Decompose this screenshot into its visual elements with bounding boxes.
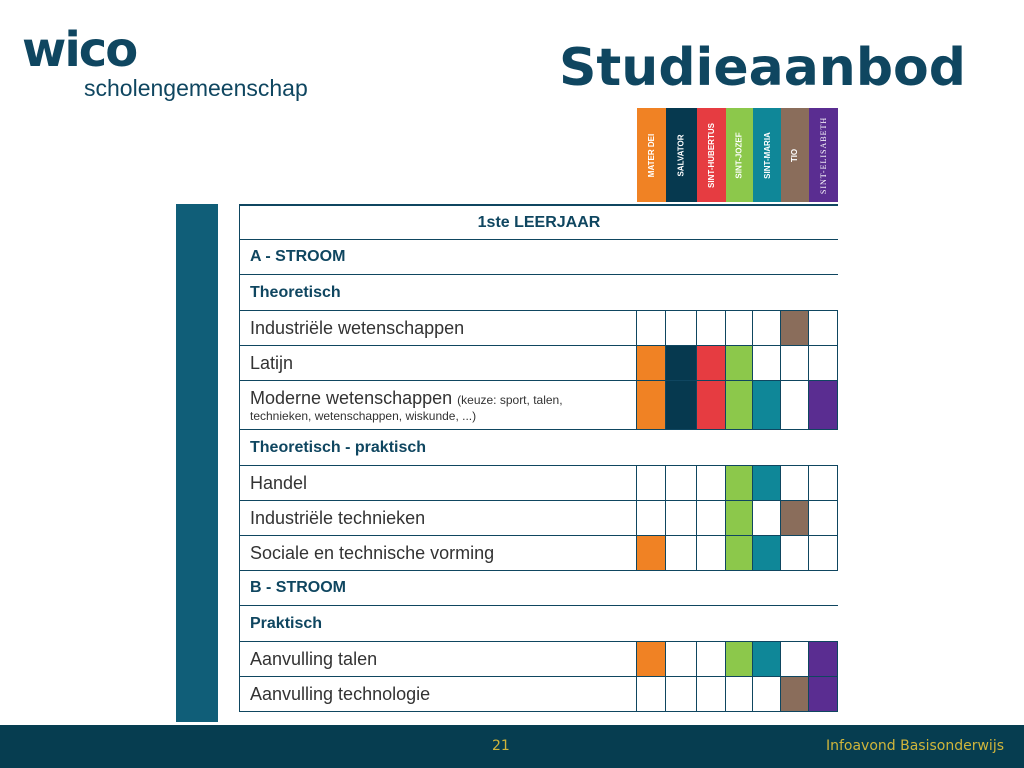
empty-cell	[697, 501, 726, 535]
offered-cell	[697, 346, 726, 380]
empty-cell	[753, 677, 781, 711]
empty-cell	[666, 536, 697, 570]
offered-cell	[666, 381, 697, 429]
school-column-3	[726, 108, 753, 202]
row-label	[240, 381, 637, 429]
empty-cell	[666, 466, 697, 500]
row-label	[240, 346, 637, 380]
empty-cell	[809, 466, 838, 500]
table-row	[240, 642, 838, 677]
school-column-6	[809, 108, 838, 202]
offered-cell	[753, 381, 781, 429]
row-label	[240, 466, 637, 500]
group-title: Theoretisch	[240, 275, 838, 311]
group-title: Praktisch	[240, 606, 838, 642]
program-note-extra: technieken, wetenschappen, wiskunde, ...)	[250, 408, 477, 423]
program-name: Latijn	[250, 353, 294, 373]
footer-bar	[0, 725, 1024, 768]
empty-cell	[781, 466, 809, 500]
empty-cell	[697, 466, 726, 500]
offered-cell	[781, 311, 809, 345]
table-row	[240, 346, 838, 381]
offered-cell	[697, 381, 726, 429]
program-name: Aanvulling talen	[250, 649, 378, 669]
program-name: Handel	[250, 473, 308, 493]
row-label	[240, 501, 637, 535]
program-name: Industriële technieken	[250, 508, 426, 528]
offered-cell	[726, 536, 753, 570]
logo-subtitle: scholengemeenschap	[84, 75, 308, 101]
offered-cell	[809, 642, 838, 676]
empty-cell	[781, 381, 809, 429]
offered-cell	[753, 466, 781, 500]
school-column-4	[753, 108, 781, 202]
school-label: TIO	[790, 148, 800, 162]
school-label: SINT-HUBERTUS	[707, 122, 717, 188]
empty-cell	[726, 677, 753, 711]
empty-cell	[637, 466, 666, 500]
empty-cell	[809, 536, 838, 570]
table-header: 1ste LEERJAAR	[240, 206, 838, 240]
program-name: Sociale en technische vorming	[250, 543, 495, 563]
decorative-side-bar	[176, 204, 218, 722]
offered-cell	[809, 381, 838, 429]
offered-cell	[781, 677, 809, 711]
logo-wordmark: wico	[22, 22, 137, 78]
table-row	[240, 381, 838, 430]
empty-cell	[666, 677, 697, 711]
wico-logo	[22, 22, 308, 102]
school-column-1	[666, 108, 697, 202]
school-label: SINT-JOZEF	[735, 131, 745, 179]
empty-cell	[637, 311, 666, 345]
program-name: Aanvulling technologie	[250, 684, 431, 704]
program-name: Moderne wetenschappen	[250, 387, 453, 408]
group-title: Theoretisch - praktisch	[240, 430, 838, 466]
empty-cell	[753, 346, 781, 380]
offered-cell	[666, 346, 697, 380]
empty-cell	[697, 642, 726, 676]
empty-cell	[781, 536, 809, 570]
empty-cell	[809, 501, 838, 535]
table-row	[240, 536, 838, 571]
empty-cell	[809, 311, 838, 345]
offered-cell	[637, 642, 666, 676]
offered-cell	[726, 381, 753, 429]
empty-cell	[781, 642, 809, 676]
row-label	[240, 677, 637, 711]
row-label	[240, 642, 637, 676]
table-row	[240, 466, 838, 501]
empty-cell	[697, 536, 726, 570]
section-title: A - STROOM	[240, 240, 838, 275]
study-offer-table	[239, 204, 838, 712]
offered-cell	[726, 642, 753, 676]
school-label: SINT-ELISABETH	[819, 116, 829, 194]
offered-cell	[726, 466, 753, 500]
offered-cell	[637, 346, 666, 380]
offered-cell	[637, 536, 666, 570]
program-name: Industriële wetenschappen	[250, 318, 465, 338]
empty-cell	[809, 346, 838, 380]
row-label	[240, 536, 637, 570]
program-note: (keuze: sport, talen,	[457, 392, 563, 407]
section-title: B - STROOM	[240, 571, 838, 606]
footer-text: Infoavond Basisonderwijs	[825, 738, 1004, 754]
empty-cell	[637, 501, 666, 535]
school-label: SINT-MARIA	[762, 131, 772, 179]
offered-cell	[781, 501, 809, 535]
empty-cell	[781, 346, 809, 380]
empty-cell	[697, 677, 726, 711]
school-label: SALVATOR	[677, 133, 687, 177]
school-label: MATER DEI	[647, 133, 656, 177]
empty-cell	[666, 501, 697, 535]
table-row	[240, 677, 838, 712]
slide-title: Studieaanbod	[558, 38, 966, 98]
offered-cell	[637, 381, 666, 429]
school-column-2	[697, 108, 726, 202]
table-row	[240, 501, 838, 536]
row-label	[240, 311, 637, 345]
offered-cell	[809, 677, 838, 711]
page-number: 21	[492, 738, 510, 754]
empty-cell	[753, 311, 781, 345]
school-column-5	[781, 108, 809, 202]
offered-cell	[753, 642, 781, 676]
school-header	[637, 108, 838, 202]
offered-cell	[753, 536, 781, 570]
empty-cell	[697, 311, 726, 345]
empty-cell	[726, 311, 753, 345]
empty-cell	[666, 311, 697, 345]
empty-cell	[637, 677, 666, 711]
offered-cell	[726, 501, 753, 535]
empty-cell	[753, 501, 781, 535]
offered-cell	[726, 346, 753, 380]
school-column-0	[637, 108, 666, 202]
empty-cell	[666, 642, 697, 676]
table-row	[240, 311, 838, 346]
